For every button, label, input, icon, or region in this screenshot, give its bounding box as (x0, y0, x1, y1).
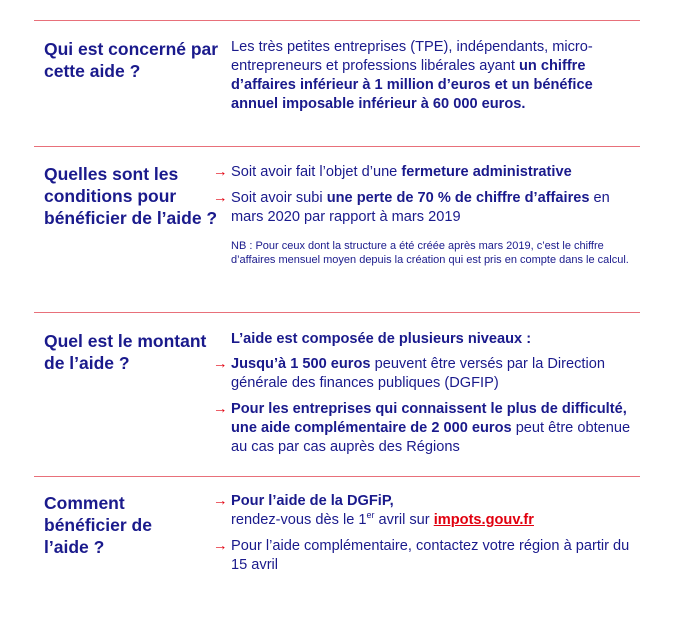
item-text: Pour l’aide complémentaire, contactez votre région à partir du 15 avril (231, 538, 630, 573)
item-text: avril sur (374, 512, 434, 528)
item-text: rendez-vous dès le 1 (231, 512, 367, 528)
ordinal-suffix: er (366, 510, 375, 521)
arrow-right-icon: → (213, 190, 228, 206)
list-item (213, 400, 641, 457)
list-item (213, 537, 641, 575)
answer-intro (231, 330, 641, 349)
question-heading: Quel est le montant de l’aide ? (44, 331, 207, 373)
answer-text: Les très petites entreprises (TPE), indépendants, micro-entrepreneurs et professions libérales ayant (231, 39, 593, 74)
list-item (213, 355, 641, 393)
divider (34, 312, 640, 313)
impots-link[interactable]: impots.gouv.fr (433, 512, 534, 528)
list-item (213, 189, 641, 227)
item-text: peuvent être versés par la Direction générale des finances publiques (DGFIP) (231, 356, 605, 391)
divider (34, 476, 640, 477)
arrow-right-icon: → (213, 538, 228, 554)
arrow-right-icon: → (213, 356, 228, 372)
question-heading: Qui est concerné par cette aide ? (44, 39, 219, 81)
answer-paragraph (231, 38, 641, 114)
item-bold-text: fermeture administrative (401, 164, 572, 180)
divider (34, 146, 640, 147)
answer-bold-text: un chiffre d’affaires inférieur à 1 million d’euros et un bénéfice annuel imposable inférieur à 60 000 euros. (231, 58, 593, 112)
question-heading: Quelles sont les conditions pour bénéficier de l’aide ? (44, 164, 218, 228)
item-bold-text: Pour les entreprises qui connaissent le plus de difficulté, une aide complémentaire de 2 000 euros (231, 401, 627, 436)
item-text: peut être obtenue au cas par cas auprès des Régions (231, 420, 631, 455)
divider (34, 20, 640, 21)
list-item (213, 492, 641, 530)
arrow-right-icon: → (213, 164, 228, 180)
item-bold-text: Jusqu’à 1 500 euros (231, 356, 371, 372)
answer (213, 330, 641, 464)
answer (213, 163, 641, 267)
question-heading: Comment bénéficier de l’aide ? (44, 493, 152, 557)
item-bold-text: Pour l’aide de la DGFiP, (231, 493, 394, 509)
item-bold-text: une perte de 70 % de chiffre d’affaires (326, 190, 590, 206)
note-text: NB : Pour ceux dont la structure a été créée après mars 2019, c’est le chiffre d’affaires mensuel moyen depuis la création qui est pris en compte dans le calcul. (231, 240, 629, 266)
item-text: Soit avoir subi (231, 190, 327, 206)
arrow-right-icon: → (213, 401, 228, 417)
answer (213, 492, 641, 582)
answer (231, 38, 641, 114)
list-item (213, 163, 641, 182)
intro-bold-text: L’aide est composée de plusieurs niveaux : (231, 331, 532, 347)
arrow-right-icon: → (213, 493, 228, 509)
item-text: en mars 2020 par rapport à mars 2019 (231, 190, 610, 225)
item-text: Soit avoir fait l’objet d’une (231, 164, 402, 180)
